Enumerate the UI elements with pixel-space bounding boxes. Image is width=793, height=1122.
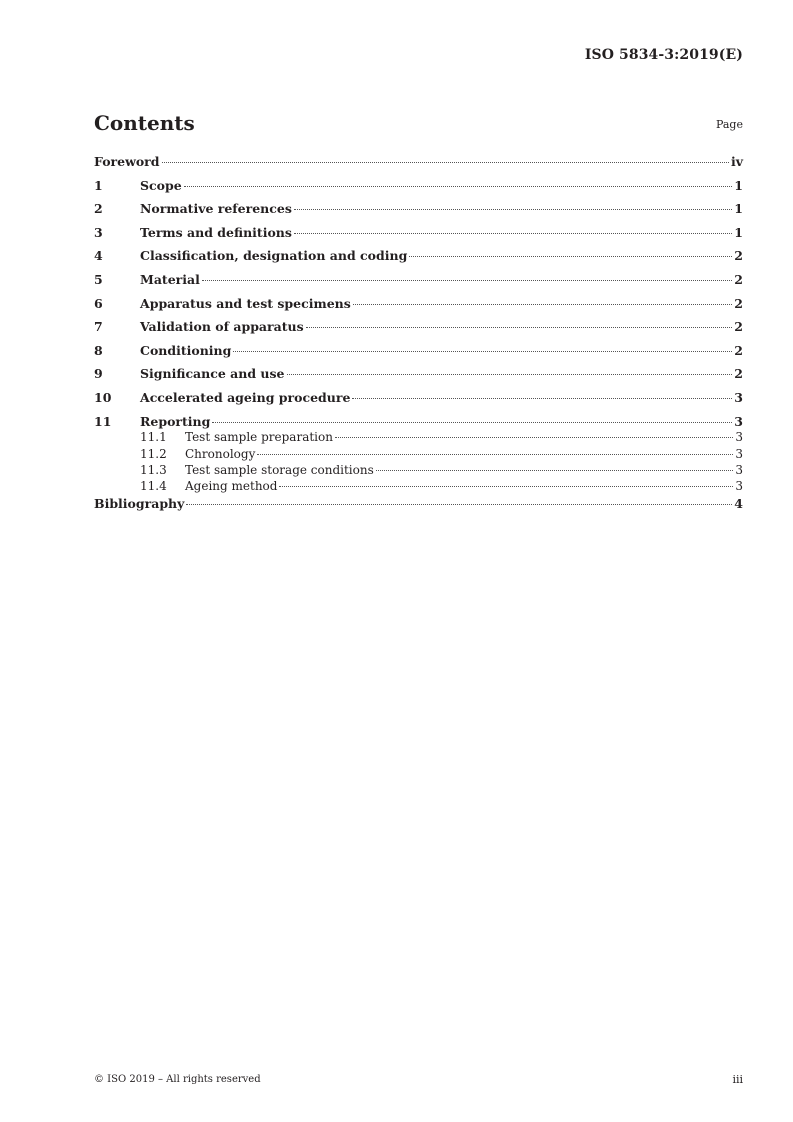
toc-entry-page: 3 xyxy=(735,462,743,477)
toc-entry-page: 1 xyxy=(734,224,743,240)
dot-leader xyxy=(306,327,733,328)
toc-entry-page: 2 xyxy=(734,366,743,382)
table-of-contents xyxy=(94,154,743,519)
toc-entry-title: Material xyxy=(140,271,200,287)
toc-entry-number: 5 xyxy=(94,271,103,287)
toc-entry-page: 3 xyxy=(735,479,743,494)
toc-entry-title: Classification, designation and coding xyxy=(140,248,408,264)
toc-entry-title: Ageing method xyxy=(185,479,278,494)
toc-entry-number: 11.4 xyxy=(140,479,167,494)
toc-entry-number: 1 xyxy=(94,177,103,193)
dot-leader xyxy=(409,256,732,257)
toc-entry-number: 6 xyxy=(94,295,103,311)
contents-title: Contents xyxy=(94,111,195,135)
dot-leader xyxy=(353,304,733,305)
dot-leader xyxy=(184,186,733,187)
toc-entry-title: Foreword xyxy=(94,154,160,169)
dot-leader xyxy=(212,422,732,423)
toc-entry-number: 11.2 xyxy=(140,446,167,461)
toc-entry-page: 3 xyxy=(734,413,743,429)
toc-entry-title: Test sample preparation xyxy=(185,430,333,445)
toc-entry-number: 8 xyxy=(94,342,103,358)
dot-leader xyxy=(257,454,733,455)
toc-entry-title: Scope xyxy=(140,177,182,193)
toc-entry-page: 2 xyxy=(734,295,743,311)
toc-entry-page: 2 xyxy=(734,248,743,264)
footer-copyright: © ISO 2019 – All rights reserved xyxy=(94,1074,261,1085)
toc-entry-title: Significance and use xyxy=(140,366,285,382)
toc-entry-number: 11.3 xyxy=(140,462,167,477)
toc-entry-number: 10 xyxy=(94,389,112,405)
toc-entry[interactable] xyxy=(94,178,743,202)
toc-entry-title: Validation of apparatus xyxy=(140,319,304,335)
toc-entry-page: 4 xyxy=(734,495,743,511)
toc-entry-page: 3 xyxy=(734,389,743,405)
toc-entry-title: Test sample storage conditions xyxy=(185,462,374,477)
footer-page-number: iii xyxy=(732,1073,743,1086)
toc-entry-number: 3 xyxy=(94,224,103,240)
toc-entry-title: Reporting xyxy=(140,413,211,429)
toc-entry-title: Conditioning xyxy=(140,342,232,358)
toc-entry-page: 3 xyxy=(735,446,743,461)
dot-leader xyxy=(294,233,732,234)
dot-leader xyxy=(352,398,732,399)
toc-entry[interactable] xyxy=(94,447,743,463)
toc-entry[interactable] xyxy=(94,479,743,495)
toc-entry-number: 4 xyxy=(94,248,103,264)
toc-entry[interactable] xyxy=(94,201,743,225)
dot-leader xyxy=(233,351,732,352)
toc-entry-title: Normative references xyxy=(140,201,292,217)
toc-entry[interactable] xyxy=(94,248,743,272)
toc-entry[interactable] xyxy=(94,496,743,520)
dot-leader xyxy=(294,209,732,210)
toc-entry[interactable] xyxy=(94,366,743,390)
toc-entry-title: Bibliography xyxy=(94,495,185,511)
toc-entry-page: 3 xyxy=(735,430,743,445)
page-column-label: Page xyxy=(715,118,743,131)
toc-entry[interactable] xyxy=(94,430,743,446)
dot-leader xyxy=(376,470,734,471)
dot-leader xyxy=(279,486,733,487)
toc-entry[interactable] xyxy=(94,343,743,367)
toc-entry-page: 2 xyxy=(734,271,743,287)
toc-entry-number: 11.1 xyxy=(140,430,167,445)
toc-entry-title: Apparatus and test specimens xyxy=(140,295,351,311)
toc-entry-page: 2 xyxy=(734,342,743,358)
toc-entry-number: 7 xyxy=(94,319,103,335)
toc-entry-number: 9 xyxy=(94,366,103,382)
toc-entry[interactable] xyxy=(94,390,743,414)
toc-entry-number: 2 xyxy=(94,201,103,217)
dot-leader xyxy=(186,504,732,505)
dot-leader xyxy=(202,280,732,281)
document-id: ISO 5834-3:2019(E) xyxy=(584,47,743,63)
toc-entry-page: 1 xyxy=(734,201,743,217)
toc-entry[interactable] xyxy=(94,225,743,249)
toc-entry[interactable] xyxy=(94,272,743,296)
toc-entry-number: 11 xyxy=(94,413,112,429)
toc-entry-page: 1 xyxy=(734,177,743,193)
toc-entry-title: Chronology xyxy=(185,446,256,461)
toc-entry[interactable] xyxy=(94,296,743,320)
toc-entry-page: iv xyxy=(730,154,743,169)
toc-entry-title: Terms and definitions xyxy=(140,224,292,240)
toc-entry[interactable] xyxy=(94,154,743,178)
dot-leader xyxy=(287,374,733,375)
toc-entry[interactable] xyxy=(94,463,743,479)
toc-entry-title: Accelerated ageing procedure xyxy=(140,389,351,405)
dot-leader xyxy=(335,437,733,438)
dot-leader xyxy=(162,162,729,163)
toc-entry[interactable] xyxy=(94,319,743,343)
toc-entry-page: 2 xyxy=(734,319,743,335)
